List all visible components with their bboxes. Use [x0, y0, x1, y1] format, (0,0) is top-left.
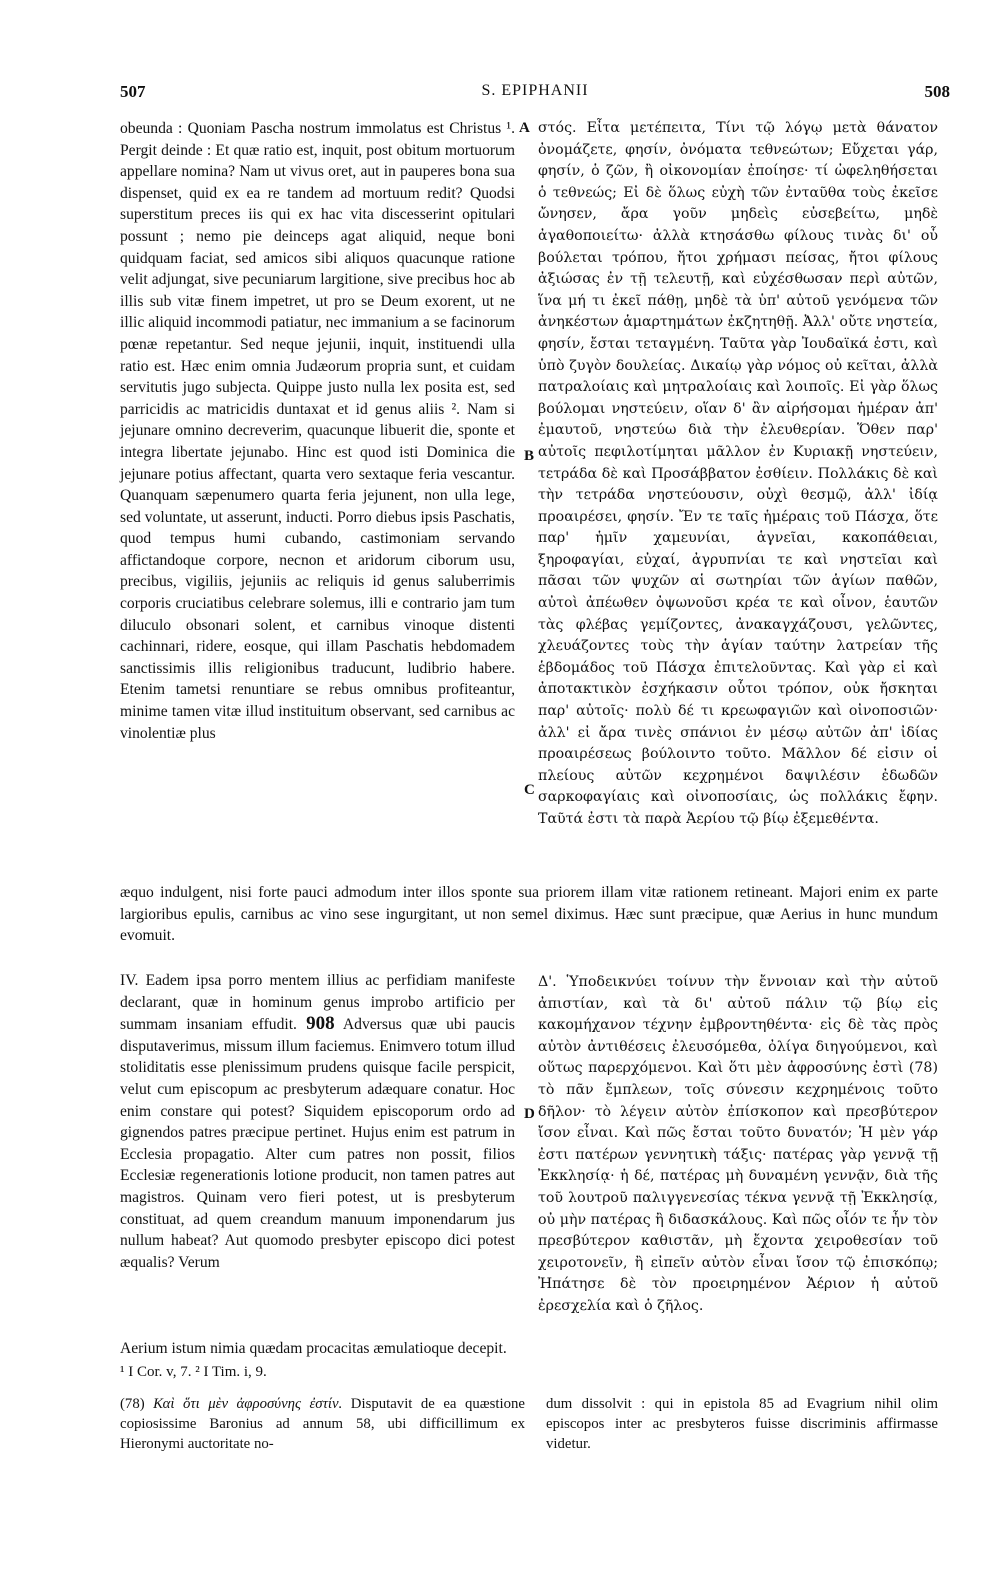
- section-4-continuation: Adversus quæ ubi paucis disputaverimus, missum illum faciemus. Enimvero totum illud stoliditatis esse plenissimum prudens quisque facile perspicit, velut cum episcopum ac presbyterum adæquare conatur. Hoc enim constare qui potest? Siquidem episcoporum ordo ad gignendos patres præcipue pertinet. Hujus enim est patrum in Ecclesia propagatio. Alter cum patres non possit, filios Ecclesiæ regenerationis lotione producit, non tamen patres aut magistros. Quinam vero fieri potest, ut is presbyterum constituat, ad quem creandum manuum imponendarum jus nullum habeat? Aut quomodo presbyter episcopo dici potest æqualis? Verum: [120, 1016, 516, 1271]
- footnote-label: (78): [120, 1396, 145, 1412]
- section-4-opening: IV. Eadem ipsa porro mentem illius ac perfidiam manifeste declarant, quæ in hominum genus improbo artificio per summam insaniam effudit.: [120, 972, 515, 1034]
- running-header: [120, 82, 950, 110]
- margin-marker-a: A: [519, 120, 530, 136]
- margin-marker-b: B: [524, 448, 535, 464]
- scripture-references: ¹ I Cor. v, 7. ² I Tim. i, 9.: [120, 1364, 267, 1380]
- margin-marker-d: D: [524, 1106, 535, 1122]
- spanning-paragraph: æquo indulgent, nisi forte pauci admodum inter illos sponte sua priorem illam vitæ rationem retineant. Majori enim ex parte largioribus epulis, carnibus ac vino sese ingurgitant, ut non semel diximus. Hæc sunt præcipue, quæ Aerius in hunc mundum evomuit.: [120, 884, 938, 945]
- latin-column-top: obeunda : Quoniam Pascha nostrum immolatus est Christus ¹. Pergit deinde : Et quæ ratio est, inquit, post obitum mortuorum appellare nomina? Nam ut vivus oret, aut in pauperes bona sua dispenset, quid ex ea re tandem ad mortuum redit? Quodsi superstitum preces iis qui ex hac vita discesserint opitulari possunt ; nemo pie deinceps agat aliquid, neque boni quidquam faciat, sed amicos sibi aliquos quacunque ratione velit adjungat, sive pecuniarum largitione, sive precibus hoc ab illis sub vitæ finem impetret, ut pro se Deum exorent, ut ne illic aliquid incommodi patiatur, nec immanium a se facinorum pœnæ repetantur. Sed neque jejunii, inquit, instituendi ulla ratio est. Hæc enim omnia Judæorum propria sunt, et cuidam servitutis jugo subjecta. Quippe justo nulla lex posita est, sed parricidis ac matricidis duntaxat et id genus aliis ². Nam si jejunare omnino decreverim, quacunque libuerit die, sponte et integra libertate jejunabo. Hinc est quod isti Dominica die jejunare potius affectant, quarta vero sextaque feria vescantur. Quanquam sæpenumero quarta feria jejunent, non ulla lege, sed voluntate, ut asserunt, inducti. Porro diebus ipsis Paschatis, quod tempus humi cubando, castimoniam servando affictandoque corpore, necnon et aridorum ciborum usu, precibus, vigiliis, jejuniis ac reliquis id genus saluberrimis corporis cruciatibus celebrare solemus, illi e contrario jam tum diluculo obsonari solent, et carnibus vinoque distenti cachinnari, ridere, eosque, qui illam Paschatis hebdomadem sanctissimis illis religionibus traducunt, ludibrio habere. Etenim tametsi renuntiare se rebus omnibus profiteantur, minime tamen vitæ illud instituitum observant, sed carnibus ac vinolentiæ plus: [120, 120, 515, 742]
- margin-marker-c: C: [524, 782, 535, 798]
- footnote-left-text: Disputavit de ea quæstione copiosissime Baronius ad annum 58, ubi difficillimum ex Hieronymi auctoritate no-: [120, 1396, 525, 1452]
- right-page-number: 508: [924, 82, 950, 101]
- column-number-908: 908: [306, 1013, 335, 1035]
- footnote-greek-lemma: Καὶ ὅτι μὲν ἀφροσύνης ἐστίν.: [153, 1396, 343, 1412]
- spanning-final-line: Aerium istum nimia quædam procacitas æmulatioque decepit.: [120, 1340, 507, 1357]
- greek-column-section-4: Δ'. Ὑποδεικνύει τοίνυν τὴν ἔννοιαν καὶ τὴν αὐτοῦ ἀπιστίαν, καὶ τὰ δι' αὐτοῦ πάλιν τῷ βίῳ εἰς κακομήχανον τέχνην ἐμβροντηθέντα· εἰς δὲ τὰς πρὸς αὐτὸν ἀντιθέσεις ἐλευσόμεθα, ὀλίγα διηγούμενοι, καὶ οὕτως παρερχόμενοι. Καὶ ὅτι μὲν ἀφροσύνης ἐστὶ (78) τὸ πᾶν ἔμπλεων, τοῖς σύνεσιν κεχρημένοις τοῦτο δῆλον· τὸ λέγειν αὐτὸν ἐπίσκοπον καὶ πρεσβύτερον ἴσον εἶναι. Καὶ πῶς ἔσται τοῦτο δυνατόν; Ἡ μὲν γάρ ἐστι πατέρων γεννητικὴ τάξις· πατέρας γὰρ γεννᾷ τῇ Ἐκκλησίᾳ· ἡ δέ, πατέρας μὴ δυναμένη γεννᾷν, διὰ τῆς τοῦ λουτροῦ παλιγγενεσίας τέκνα γεννᾷ τῇ Ἐκκλησίᾳ, οὐ μὴν πατέρας ἢ διδασκάλους. Καὶ πῶς οἷόν τε ἦν τὸν πρεσβύτερον καθιστᾶν, μὴ ἔχοντα χειροθεσίαν τοῦ χειροτονεῖν, ἢ εἰπεῖν αὐτὸν εἶναι ἴσον τῷ ἐπισκόπῳ; Ἠπάτησε δὲ τὸν προειρημένον Ἀέριον ἡ αὐτοῦ ἐρεσχελία καὶ ὁ ζῆλος.: [538, 974, 938, 1314]
- greek-column-top: στός. Εἶτα μετέπειτα, Τίνι τῷ λόγῳ μετὰ θάνατον ὀνομάζετε, φησίν, ὀνόματα τεθνεώτων; Εὔχεται γάρ, φησίν, ὁ ζῶν, ἢ οἰκονομίαν ἐποίησε· τί ὠφεληθήσεται ὁ τεθνεώς; Εἰ δὲ ὅλως εὐχὴ τῶν ἐνταῦθα τοὺς ἐκεῖσε ὤνησεν, ἄρα γοῦν μηδεὶς εὐσεβείτω, μηδὲ ἀγαθοποιείτω· ἀλλὰ κτησάσθω φίλους τινὰς δι' οὗ βούλεται τρόπου, ἤτοι χρήμασι πείσας, ἤτοι φίλους ἀξιώσας ἐν τῇ τελευτῇ, καὶ εὐχέσθωσαν περὶ αὐτῶν, ἵνα μή τι ἐκεῖ πάθῃ, μηδὲ τὰ ὑπ' αὐτοῦ γενόμενα τῶν ἀνηκέστων ἁμαρτημάτων ἐκζητηθῇ. Ἀλλ' οὔτε νηστεία, φησίν, ἔσται τεταγμένη. Ταῦτα γὰρ Ἰουδαϊκά ἐστι, καὶ ὑπὸ ζυγὸν δουλείας. Δικαίῳ γὰρ νόμος οὐ κεῖται, ἀλλὰ πατραλοίαις καὶ μητραλοίαις καὶ λοιποῖς. Εἰ γὰρ ὅλως βούλομαι νηστεύειν, οἵαν δ' ἂν αἱρήσομαι ἡμέραν ἀπ' ἐμαυτοῦ, νηστεύω διὰ τὴν ἐλευθερίαν. Ὅθεν παρ' αὐτοῖς πεφιλοτίμηται μᾶλλον ἐν Κυριακῇ νηστεύειν, τετράδα δὲ καὶ Προσάββατον ἐσθίειν. Πολλάκις δὲ καὶ τὴν τετράδα νηστεύουσιν, οὐχὶ θεσμῷ, ἀλλ' ἰδίᾳ προαιρέσει, φησίν. Ἔν τε ταῖς ἡμέραις τοῦ Πάσχα, ὅτε παρ' ἡμῖν χαμευνίαι, ἁγνεῖαι, κακοπάθειαι, ξηροφαγίαι, εὐχαί, ἀγρυπνίαι τε καὶ νηστεῖαι καὶ πᾶσαι τῶν ψυχῶν αἱ σωτηρίαι τῶν ἁγίων παθῶν, αὐτοὶ ἀπέωθεν ὀψωνοῦσι κρέα τε καὶ οἶνον, ἑαυτῶν τὰς φλέβας γεμίζοντες, ἀνακαγχάζουσι, γελῶντες, χλευάζοντες τοὺς τὴν ἁγίαν ταύτην λατρείαν τῆς ἑβδομάδος τοῦ Πάσχα ἐπιτελοῦντας. Καὶ γὰρ εἰ καὶ ἀποτακτικὸν ἐσχήκασιν οὗτοι τρόπον, οὐκ ἤσκηται παρ' αὐτοῖς· πολὺ δέ τι κρεωφαγιῶν καὶ οἰνοποσιῶν· ἀλλ' εἰ ἄρα τινὲς σπάνιοι ἐν μέσῳ αὐτῶν ἀπ' ἰδίας προαιρέσεως βούλοιντο τοῦτο. Μᾶλλον δέ εἰσιν οἱ πλείους αὐτῶν κεχρημένοι δαψιλέσιν ἐδωδῶν σαρκοφαγίαις καὶ οἰνοποσίαις, ὡς πολλάκις ἔφην. Ταῦτά ἐστι τὰ παρὰ Ἀερίου τῷ βίῳ ἐξεμεθέντα.: [538, 120, 938, 827]
- left-page-number: 507: [120, 82, 146, 101]
- footnote-left: [120, 1394, 525, 1454]
- latin-column-section-4: [120, 970, 515, 1340]
- footnote-right: dum dissolvit : qui in epistola 85 ad Evagrium nihil olim episcopos inter ac presbyteros fuisse discriminis affirmasse videtur.: [546, 1396, 938, 1452]
- running-title: S. EPIPHANII: [481, 82, 589, 99]
